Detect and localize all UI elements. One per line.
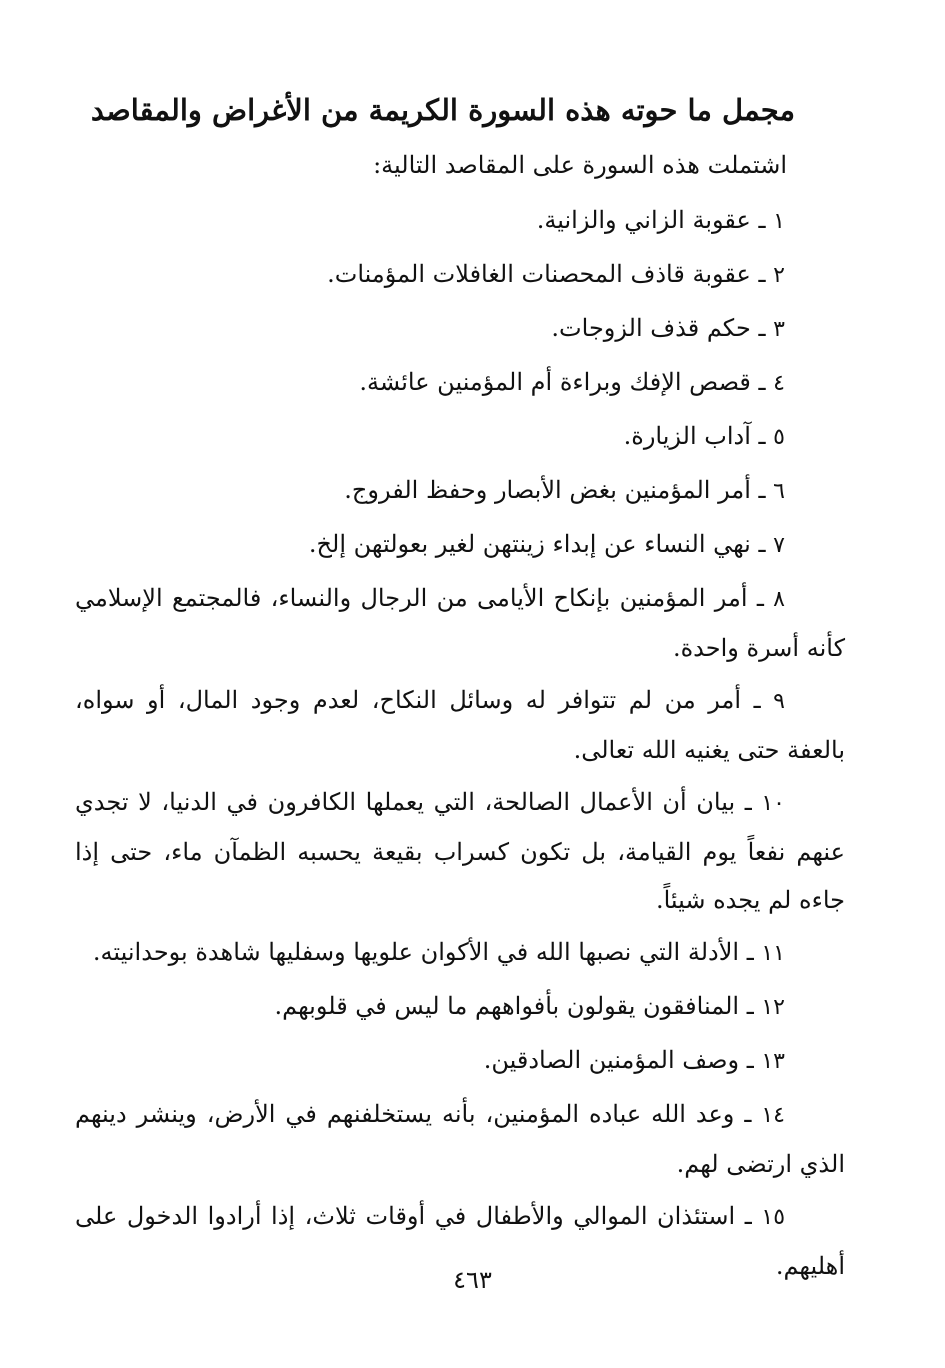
item-number: ٤ bbox=[773, 371, 785, 396]
list-item: ١٣ ـ وصف المؤمنين الصادقين. bbox=[483, 1046, 785, 1074]
item-number: ٨ bbox=[773, 587, 785, 612]
list-item: ٥ ـ آداب الزيارة. bbox=[623, 422, 785, 450]
item-text: استئذان الموالي والأطفال في أوقات ثلاث، إذا أرادوا الدخول على أهليهم. bbox=[75, 1202, 845, 1280]
list-item: ١٤ ـ وعد الله عباده المؤمنين، بأنه يستخلفنهم في الأرض، وينشر دينهم الذي ارتضى لهم. bbox=[75, 1100, 845, 1178]
item-text: أمر المؤمنين بغض الأبصار وحفظ الفروج. bbox=[344, 476, 751, 504]
item-text: عقوبة الزاني والزانية. bbox=[536, 206, 751, 234]
item-text: قصص الإفك وبراءة أم المؤمنين عائشة. bbox=[359, 368, 751, 396]
item-number: ٩ bbox=[773, 689, 785, 714]
item-text: حكم قذف الزوجات. bbox=[551, 314, 751, 342]
item-text: نهي النساء عن إبداء زينتهن لغير بعولتهن إلخ. bbox=[308, 530, 751, 558]
item-number: ١٢ bbox=[761, 995, 785, 1020]
item-number: ٥ bbox=[773, 425, 785, 450]
item-number: ١٣ bbox=[761, 1049, 785, 1074]
item-number: ١٥ bbox=[761, 1205, 786, 1230]
item-text: أمر من لم تتوافر له وسائل النكاح، لعدم وجود المال، أو سواه، بالعفة حتى يغنيه الله تعالى. bbox=[75, 686, 845, 764]
list-item: ٣ ـ حكم قذف الزوجات. bbox=[551, 314, 785, 342]
item-number: ٣ bbox=[773, 317, 785, 342]
list-item: ٧ ـ نهي النساء عن إبداء زينتهن لغير بعولتهن إلخ. bbox=[308, 530, 785, 558]
item-number: ١ bbox=[773, 209, 785, 234]
list-item: ٩ ـ أمر من لم تتوافر له وسائل النكاح، لعدم وجود المال، أو سواه، بالعفة حتى يغنيه الله تعالى. bbox=[75, 686, 845, 764]
item-text: عقوبة قاذف المحصنات الغافلات المؤمنات. bbox=[327, 260, 751, 288]
item-text: الأدلة التي نصبها الله في الأكوان علويها وسفليها شاهدة بوحدانيته. bbox=[92, 938, 740, 966]
list-item: ١٢ ـ المنافقون يقولون بأفواههم ما ليس في قلوبهم. bbox=[274, 992, 785, 1020]
item-number: ٧ bbox=[773, 533, 785, 558]
list-item: ٢ ـ عقوبة قاذف المحصنات الغافلات المؤمنات. bbox=[327, 260, 785, 288]
list-item: ٦ ـ أمر المؤمنين بغض الأبصار وحفظ الفروج. bbox=[344, 476, 785, 504]
item-text: آداب الزيارة. bbox=[623, 422, 751, 450]
item-text: أمر المؤمنين بإنكاح الأيامى من الرجال والنساء، فالمجتمع الإسلامي كأنه أسرة واحدة. bbox=[75, 584, 845, 662]
list-item: ١٥ ـ استئذان الموالي والأطفال في أوقات ثلاث، إذا أرادوا الدخول على أهليهم. bbox=[75, 1202, 845, 1280]
item-text: وعد الله عباده المؤمنين، بأنه يستخلفنهم في الأرض، وينشر دينهم الذي ارتضى لهم. bbox=[75, 1100, 845, 1178]
page-title: مجمل ما حوته هذه السورة الكريمة من الأغراض والمقاصد bbox=[90, 93, 795, 127]
item-number: ٦ bbox=[773, 479, 785, 504]
item-text: وصف المؤمنين الصادقين. bbox=[483, 1046, 740, 1074]
purposes-list bbox=[75, 196, 845, 1294]
list-item: ١ ـ عقوبة الزاني والزانية. bbox=[536, 206, 785, 234]
list-item: ٤ ـ قصص الإفك وبراءة أم المؤمنين عائشة. bbox=[359, 368, 785, 396]
list-item: ١٠ ـ بيان أن الأعمال الصالحة، التي يعملها الكافرون في الدنيا، لا تجدي عنهم نفعاً يوم القيامة، بل تكون كسراب بقيعة يحسبه الظمآن ماء، حتى إذا جاءه لم يجده شيئاً. bbox=[75, 788, 845, 914]
item-number: ١١ bbox=[761, 941, 785, 966]
list-item: ٨ ـ أمر المؤمنين بإنكاح الأيامى من الرجال والنساء، فالمجتمع الإسلامي كأنه أسرة واحدة. bbox=[75, 584, 845, 662]
item-number: ١٠ bbox=[761, 791, 785, 816]
item-text: بيان أن الأعمال الصالحة، التي يعملها الكافرون في الدنيا، لا تجدي عنهم نفعاً يوم القيامة، بل تكون كسراب بقيعة يحسبه الظمآن ماء، حتى إذا جاءه لم يجده شيئاً. bbox=[75, 788, 845, 914]
list-item: ١١ ـ الأدلة التي نصبها الله في الأكوان علويها وسفليها شاهدة بوحدانيته. bbox=[92, 938, 785, 966]
intro-text: اشتملت هذه السورة على المقاصد التالية: bbox=[373, 151, 787, 179]
item-text: المنافقون يقولون بأفواههم ما ليس في قلوبهم. bbox=[274, 992, 740, 1020]
item-number: ١٤ bbox=[761, 1103, 785, 1128]
page-number: ٤٦٣ bbox=[453, 1266, 492, 1294]
item-number: ٢ bbox=[773, 263, 785, 288]
